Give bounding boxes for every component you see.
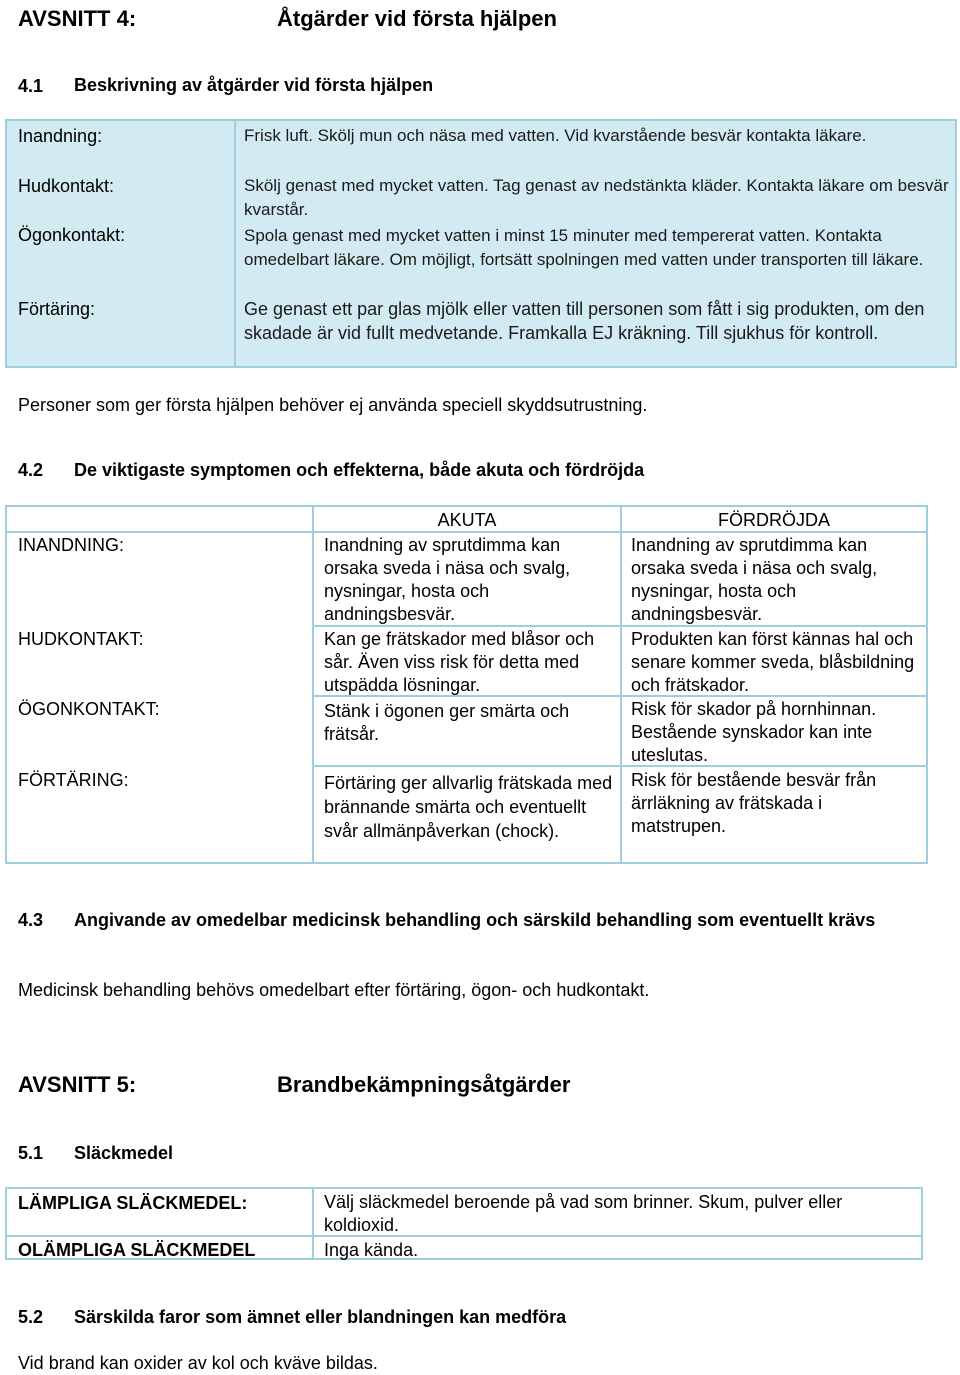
symptoms-table-divider-2 — [620, 507, 622, 862]
unsuitable-media-label: OLÄMPLIGA SLÄCKMEDEL — [18, 1240, 256, 1260]
subsection-5-2-title: Särskilda faror som ämnet eller blandningen kan medföra — [74, 1307, 567, 1327]
first-aid-label-ingestion: Förtäring: — [18, 299, 96, 319]
section-4-label: AVSNITT 4: — [18, 6, 137, 31]
first-aid-label-inhalation: Inandning: — [18, 126, 103, 146]
symptoms-label-eye: ÖGONKONTAKT: — [18, 699, 160, 719]
section-4-title: Åtgärder vid första hjälpen — [277, 6, 557, 31]
subsection-4-2-title: De viktigaste symptomen och effekterna, både akuta och fördröjda — [74, 460, 645, 480]
first-aid-label-eye: Ögonkontakt: — [18, 225, 126, 245]
extinguishing-table-divider — [312, 1189, 314, 1258]
medical-treatment-text: Medicinsk behandling behövs omedelbart efter förtäring, ögon- och hudkontakt. — [18, 980, 650, 1000]
symptoms-label-ingestion: FÖRTÄRING: — [18, 770, 129, 790]
symptoms-acute-ingestion: Förtäring ger allvarlig frätskada med brännande smärta och eventuellt svår allmänpåverkan (chock). — [324, 773, 613, 841]
section-5-title: Brandbekämpningsåtgärder — [277, 1072, 571, 1097]
first-aid-table-divider — [234, 121, 236, 366]
first-aid-text-skin: Skölj genast med mycket vatten. Tag genast av nedstänkta kläder. Kontakta läkare om besvär kvarstår. — [244, 176, 949, 219]
first-aid-table — [5, 119, 957, 368]
subsection-5-2-number: 5.2 — [18, 1307, 44, 1327]
symptoms-table — [5, 505, 928, 864]
subsection-4-1-number: 4.1 — [18, 76, 44, 96]
first-aid-protection-note: Personer som ger första hjälpen behöver ej använda speciell skyddsutrustning. — [18, 395, 648, 415]
suitable-media-text: Välj släckmedel beroende på vad som brinner. Skum, pulver eller koldioxid. — [324, 1192, 843, 1235]
suitable-media-label: LÄMPLIGA SLÄCKMEDEL: — [18, 1193, 248, 1213]
first-aid-text-inhalation: Frisk luft. Skölj mun och näsa med vatten. Vid kvarstående besvär kontakta läkare. — [244, 126, 867, 145]
first-aid-label-skin: Hudkontakt: — [18, 176, 115, 196]
subsection-4-3-title: Angivande av omedelbar medicinsk behandling och särskild behandling som eventuellt krävs — [74, 910, 876, 930]
symptoms-delayed-inhalation: Inandning av sprutdimma kan orsaka sveda i näsa och svalg, nysningar, hosta och andningsbesvär. — [631, 535, 878, 624]
symptoms-acute-skin: Kan ge frätskador med blåsor och sår. Även viss risk för detta med utspädda lösningar. — [324, 629, 595, 695]
symptoms-table-divider-1 — [312, 507, 314, 862]
symptoms-acute-eye: Stänk i ögonen ger smärta och frätsår. — [324, 701, 570, 744]
symptoms-header-acute: AKUTA — [437, 510, 497, 530]
first-aid-text-eye: Spola genast med mycket vatten i minst 15 minuter med tempererat vatten. Kontakta omedelbart läkare. Om möjligt, fortsätt spolningen med vatten under transporten till läkare. — [244, 226, 924, 269]
unsuitable-media-text: Inga kända. — [324, 1240, 419, 1260]
section-5-label: AVSNITT 5: — [18, 1072, 137, 1097]
symptoms-delayed-ingestion: Risk för bestående besvär från ärrläkning av frätskada i matstrupen. — [631, 770, 877, 836]
first-aid-text-ingestion: Ge genast ett par glas mjölk eller vatten till personen som fått i sig produkten, om den skadade är vid fullt medvetande. Framkalla EJ kräkning. Till sjukhus för kontroll. — [244, 299, 925, 343]
symptoms-delayed-skin: Produkten kan först kännas hal och senare kommer sveda, blåsbildning och frätskador. — [631, 629, 915, 695]
subsection-5-1-title: Släckmedel — [74, 1143, 174, 1163]
symptoms-header-delayed: FÖRDRÖJDA — [718, 510, 830, 530]
subsection-4-2-number: 4.2 — [18, 460, 44, 480]
symptoms-delayed-eye: Risk för skador på hornhinnan. Bestående synskador kan inte uteslutas. — [631, 699, 877, 765]
subsection-5-1-number: 5.1 — [18, 1143, 44, 1163]
symptoms-acute-inhalation: Inandning av sprutdimma kan orsaka sveda i näsa och svalg, nysningar, hosta och andningsbesvär. — [324, 535, 571, 624]
symptoms-label-skin: HUDKONTAKT: — [18, 629, 144, 649]
subsection-4-1-title: Beskrivning av åtgärder vid första hjälpen — [74, 75, 434, 95]
subsection-4-3-number: 4.3 — [18, 910, 44, 930]
symptoms-label-inhalation: INANDNING: — [18, 535, 125, 555]
fire-hazard-text: Vid brand kan oxider av kol och kväve bildas. — [18, 1353, 378, 1373]
extinguishing-media-table — [5, 1187, 923, 1260]
